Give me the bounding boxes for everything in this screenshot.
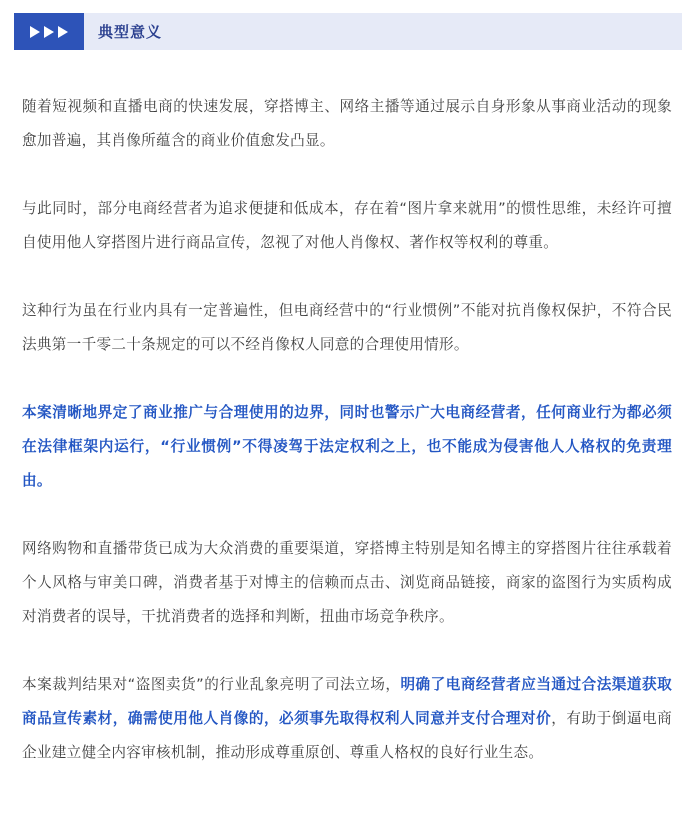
paragraph-5: 网络购物和直播带货已成为大众消费的重要渠道，穿搭博主特别是知名博主的穿搭图片往往承载着个人风格与审美口碑，消费者基于对博主的信赖而点击、浏览商品链接，商家的盗图行为实质构成对消费者的误导，干扰消费者的选择和判断，扭曲市场竞争秩序。	[22, 540, 672, 625]
play-arrow-icon	[30, 26, 40, 38]
paragraph-6-tail: ，有助于倒逼电商企业建立健全内容审核机制，推动形成尊重原创、尊重人格权的良好行业生态。	[22, 710, 672, 761]
article-body	[22, 90, 672, 804]
play-arrow-icon	[44, 26, 54, 38]
paragraph-6-highlight: 明确了电商经营者应当通过合法渠道获取商品宣传素材，确需使用他人肖像的，必须事先取得权利人同意并支付合理对价	[22, 676, 672, 727]
section-title: 典型意义	[98, 23, 163, 41]
paragraph-3: 这种行为虽在行业内具有一定普遍性，但电商经营中的“行业惯例”不能对抗肖像权保护，不符合民法典第一千零二十条规定的可以不经肖像权人同意的合理使用情形。	[22, 302, 672, 353]
paragraph-6	[22, 668, 672, 770]
section-header	[14, 13, 682, 50]
paragraph-2: 与此同时，部分电商经营者为追求便捷和低成本，存在着“图片拿来就用”的惯性思维，未经许可擅自使用他人穿搭图片进行商品宣传，忽视了对他人肖像权、著作权等权利的尊重。	[22, 200, 672, 251]
paragraph-6-lead: 本案裁判结果对“盗图卖货”的行业乱象亮明了司法立场，	[22, 676, 401, 693]
emphasized-paragraph: 本案清晰地界定了商业推广与合理使用的边界，同时也警示广大电商经营者，任何商业行为都必须在法律框架内运行，“行业惯例”不得凌驾于法定权利之上，也不能成为侵害他人人格权的免责理由。	[22, 404, 672, 489]
play-arrow-icon	[58, 26, 68, 38]
paragraph-1: 随着短视频和直播电商的快速发展，穿搭博主、网络主播等通过展示自身形象从事商业活动的现象愈加普遍，其肖像所蕴含的商业价值愈发凸显。	[22, 98, 672, 149]
header-arrow-block	[14, 13, 84, 50]
